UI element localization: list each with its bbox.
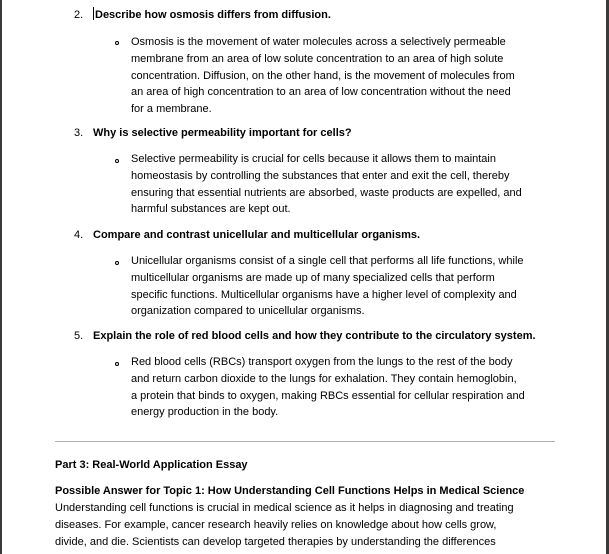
body-line: divide, and die. Scientists can develop targeted therapies by understanding the differences <box>55 536 496 548</box>
question-number: 2. <box>74 9 84 21</box>
answer-line: for a membrane. <box>131 103 212 116</box>
question-title: Compare and contrast unicellular and multicellular organisms. <box>93 229 421 241</box>
question-number: 3. <box>74 127 84 139</box>
question-4-answer <box>131 253 556 320</box>
bullet-icon <box>115 41 119 45</box>
question-5-answer <box>131 354 556 421</box>
question-5-heading <box>74 328 536 345</box>
horizontal-rule <box>55 441 555 442</box>
topic-1-section <box>55 483 555 551</box>
question-2-answer <box>131 34 556 118</box>
answer-line: Red blood cells (RBCs) transport oxygen from the lungs to the rest of the body <box>131 356 513 368</box>
answer-line: homeostasis by controlling the substances that enter and exit the cell, thereby <box>131 169 510 182</box>
question-3-answer <box>131 151 556 218</box>
answer-line: concentration. Diffusion, on the other hand, is the movement of molecules from <box>131 69 515 82</box>
topic-heading: Possible Answer for Topic 1: How Understanding Cell Functions Helps in Medical Science <box>55 485 525 497</box>
bullet-icon <box>115 261 119 265</box>
answer-line: specific functions. Multicellular organisms have a higher level of complexity and <box>131 288 517 301</box>
answer-line: organization compared to unicellular organisms. <box>131 305 365 318</box>
text-cursor <box>93 7 94 20</box>
answer-line: ensuring that essential nutrients are absorbed, waste products are expelled, and <box>131 186 522 199</box>
body-line: diseases. For example, cancer research heavily relies on knowledge about how cells grow, <box>55 519 497 531</box>
bullet-icon <box>115 159 119 163</box>
answer-line: Selective permeability is crucial for cells because it allows them to maintain <box>131 153 496 165</box>
question-number: 5. <box>74 330 84 342</box>
body-line: Understanding cell functions is crucial in medical science as it helps in diagnosing and treating <box>55 502 514 514</box>
question-title: Explain the role of red blood cells and how they contribute to the circulatory system. <box>93 330 536 342</box>
window-border-left <box>0 0 2 554</box>
answer-line: multicellular organisms are made up of many specialized cells that perform <box>131 271 495 284</box>
question-3-heading <box>74 125 352 142</box>
question-number: 4. <box>74 229 84 241</box>
answer-line: membrane from an area of low solute concentration to an area of high solute <box>131 52 504 65</box>
answer-line: harmful substances are kept out. <box>131 203 291 216</box>
question-4-heading <box>74 227 420 244</box>
answer-line: a protein that binds to oxygen, making RBCs essential for cellular respiration and <box>131 389 525 402</box>
answer-line: Osmosis is the movement of water molecules across a selectively permeable <box>131 36 506 48</box>
question-title: Why is selective permeability important for cells? <box>93 127 352 139</box>
answer-line: Unicellular organisms consist of a single cell that performs all life functions, while <box>131 255 524 267</box>
question-title: Describe how osmosis differs from diffusion. <box>95 9 331 21</box>
bullet-icon <box>115 362 119 366</box>
answer-line: and return carbon dioxide to the lungs for exhalation. They contain hemoglobin, <box>131 372 517 385</box>
question-2-heading <box>74 7 331 24</box>
part-3-title: Part 3: Real-World Application Essay <box>55 459 248 471</box>
answer-line: energy production in the body. <box>131 406 279 419</box>
answer-line: an area of high concentration to an area of low concentration without the need <box>131 86 511 99</box>
